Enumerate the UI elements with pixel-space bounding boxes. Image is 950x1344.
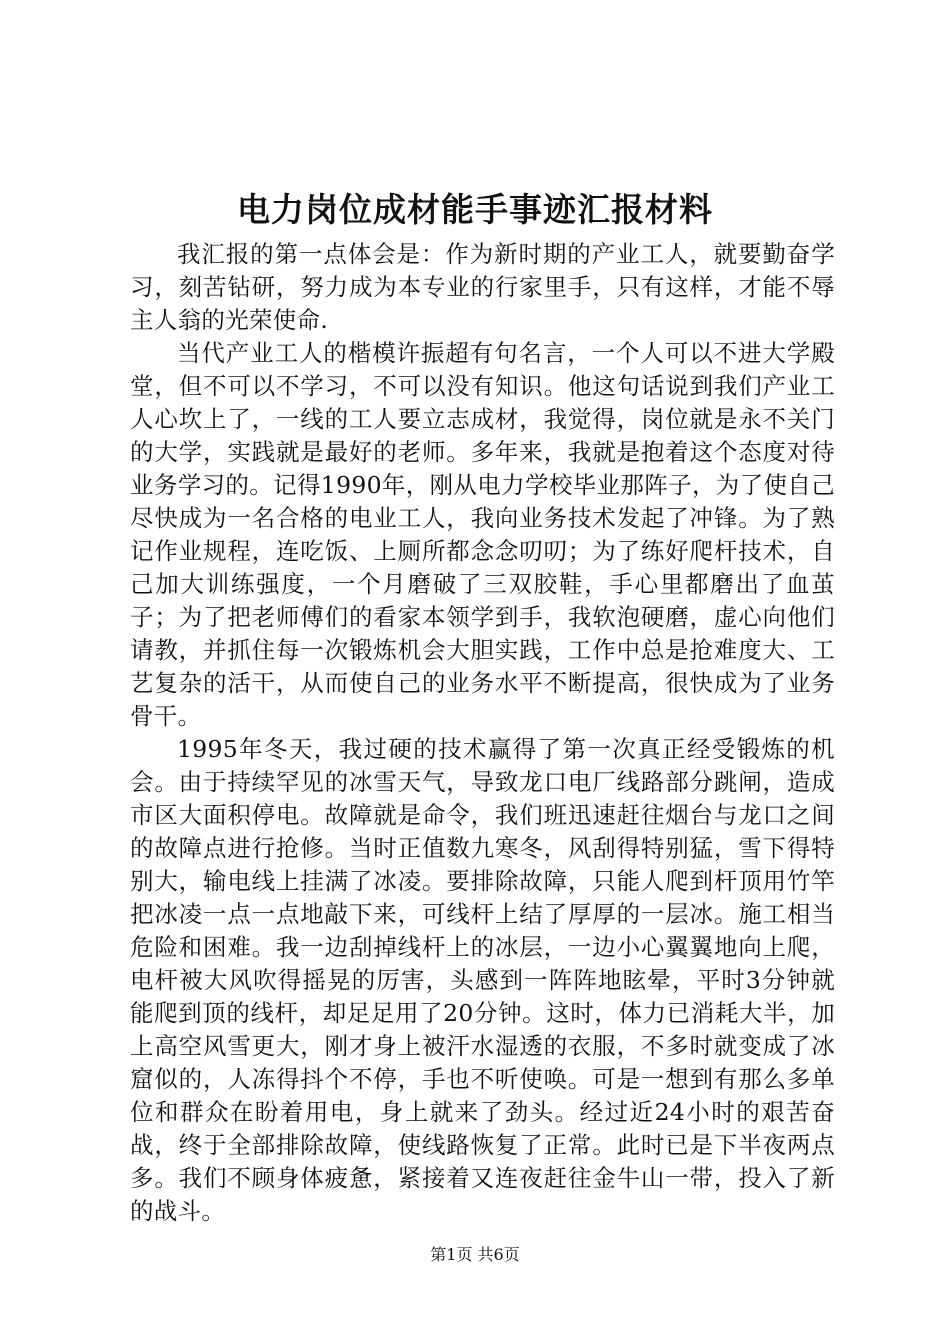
- paragraph-2: 当代产业工人的楷模许振超有句名言，一个人可以不进大学殿堂，但不可以不学习，不可以没有知识。他这句话说到我们产业工人心坎上了，一线的工人要立志成材，我觉得，岗位就是永不关门的大学，实践就是最好的老师。多年来，我就是抱着这个态度对待业务学习的。记得1990年，刚从电力学校毕业那阵子，为了使自己尽快成为一名合格的电业工人，我向业务技术发起了冲锋。为了熟记作业规程，连吃饭、上厕所都念念叨叨；为了练好爬杆技术，自己加大训练强度，一个月磨破了三双胶鞋，手心里都磨出了血茧子；为了把老师傅们的看家本领学到手，我软泡硬磨，虚心向他们请教，并抓住每一次锻炼机会大胆实践，工作中总是抢难度大、工艺复杂的活干，从而使自己的业务水平不断提高，很快成为了业务骨干。: [130, 339, 835, 730]
- paragraph-3: 1995年冬天，我过硬的技术赢得了第一次真正经受锻炼的机会。由于持续罕见的冰雪天气，导致龙口电厂线路部分跳闸，造成市区大面积停电。故障就是命令，我们班迅速赶往烟台与龙口之间的故障点进行抢修。当时正值数九寒冬，风刮得特别猛，雪下得特别大，输电线上挂满了冰凌。要排除故障，只能人爬到杆顶用竹竿把冰凌一点一点地敲下来，可线杆上结了厚厚的一层冰。施工相当危险和困难。我一边刮掉线杆上的冰层，一边小心翼翼地向上爬，电杆被大风吹得摇晃的厉害，头感到一阵阵地眩晕，平时3分钟就能爬到顶的线杆，却足足用了20分钟。这时，体力已消耗大半，加上高空风雪更大，刚才身上被汗水湿透的衣服，不多时就变成了冰窟似的，人冻得抖个不停，手也不听使唤。可是一想到有那么多单位和群众在盼着用电，身上就来了劲头。经过近24小时的艰苦奋战，终于全部排除故障，使线路恢复了正常。此时已是下半夜两点多。我们不顾身体疲惫，紧接着又连夜赶往金牛山一带，投入了新的战斗。: [130, 735, 835, 1225]
- page-footer: 第1页 共6页: [430, 1245, 520, 1264]
- document-title: 电力岗位成材能手事迹汇报材料: [237, 190, 713, 229]
- paragraph-1: 我汇报的第一点体会是：作为新时期的产业工人，就要勤奋学习，刻苦钻研，努力成为本专业的行家里手，只有这样，才能不辱主人翁的光荣使命.: [130, 240, 835, 334]
- document-body: [130, 238, 835, 1228]
